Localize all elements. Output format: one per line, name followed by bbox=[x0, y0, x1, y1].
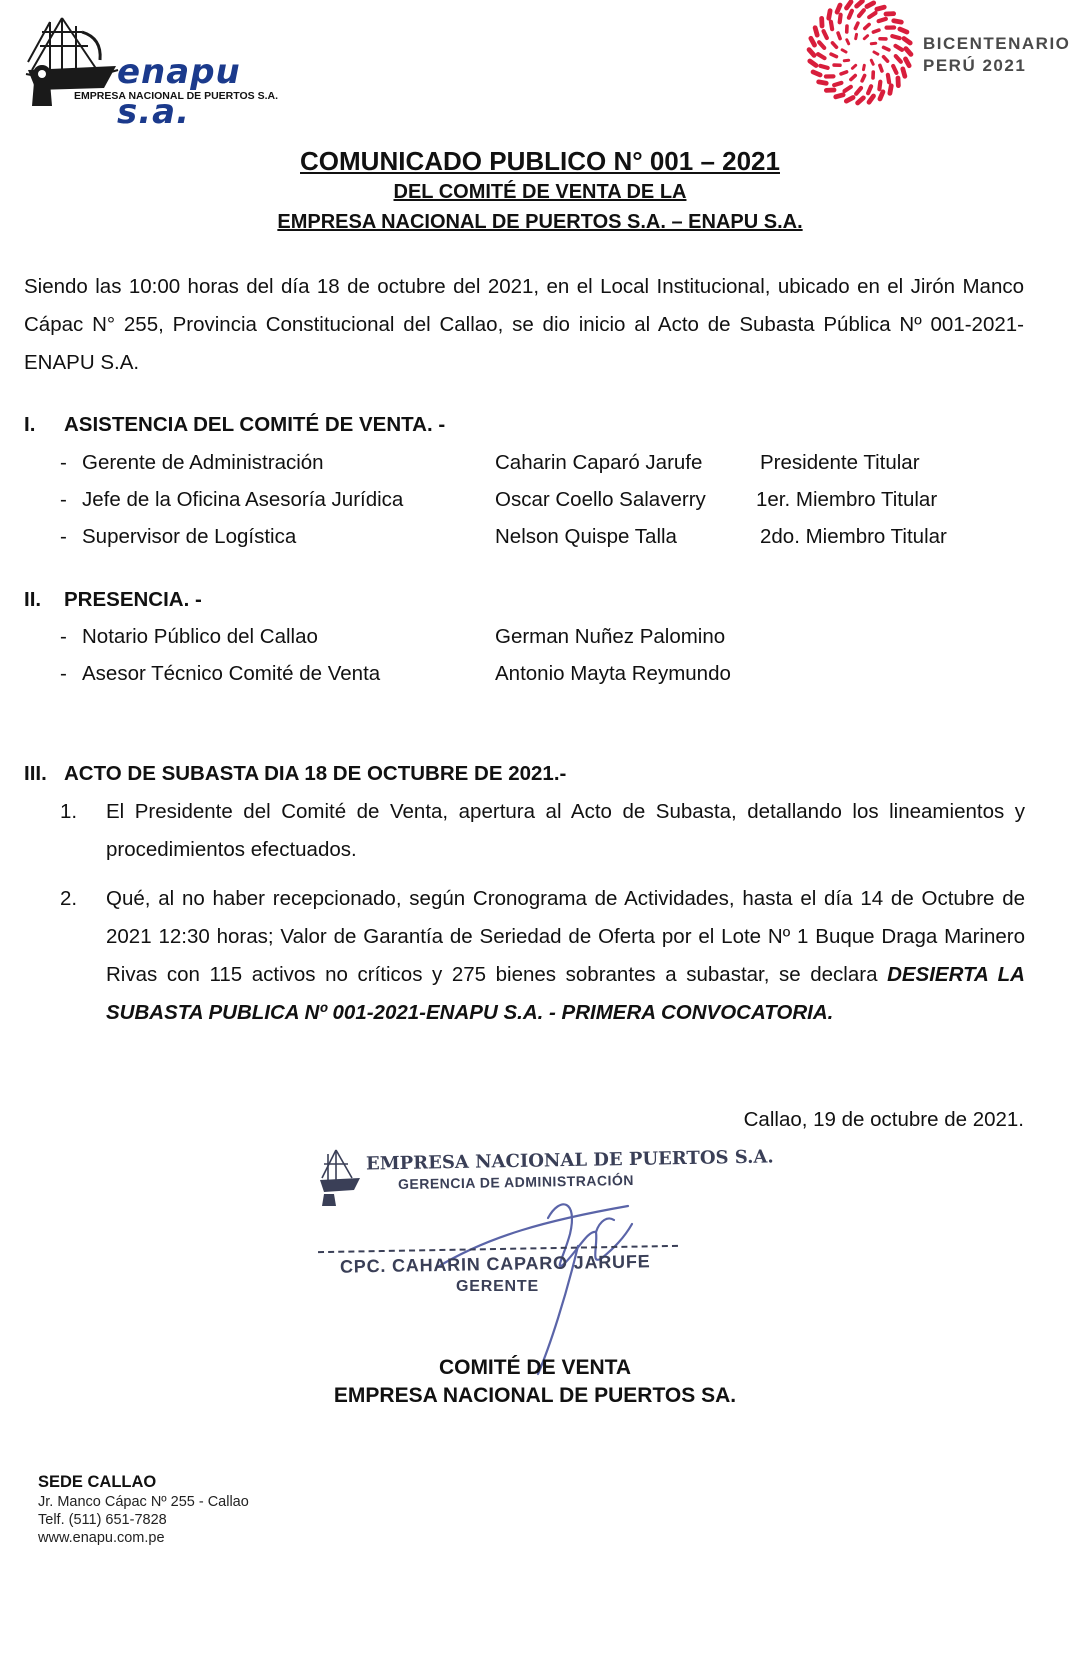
burst-stroke bbox=[869, 13, 875, 17]
attendee-role: Supervisor de Logística bbox=[82, 525, 297, 548]
document-title: COMUNICADO PUBLICO N° 001 – 2021 bbox=[300, 146, 780, 176]
burst-stroke bbox=[900, 29, 907, 32]
burst-stroke bbox=[873, 30, 879, 32]
burst-stroke bbox=[841, 72, 847, 74]
section-title: ASISTENCIA DEL COMITÉ DE VENTA. - bbox=[64, 413, 446, 436]
section-number: III. bbox=[24, 762, 47, 785]
burst-stroke bbox=[896, 56, 901, 62]
burst-stroke bbox=[865, 24, 869, 28]
burst-stroke bbox=[838, 33, 840, 39]
burst-stroke bbox=[867, 3, 874, 7]
burst-stroke bbox=[905, 59, 909, 66]
numbered-item bbox=[60, 880, 1025, 1070]
attendance-row bbox=[60, 451, 1020, 489]
burst-stroke bbox=[811, 38, 815, 45]
enapu-logo-subtitle: EMPRESA NACIONAL DE PUERTOS S.A. bbox=[74, 90, 279, 102]
footer-phone: Telf. (511) 651-7828 bbox=[38, 1512, 167, 1528]
section-heading-acto-subasta bbox=[24, 762, 566, 786]
document-subtitle-1: DEL COMITÉ DE VENTA DE LA bbox=[393, 181, 687, 203]
burst-stroke bbox=[815, 28, 817, 35]
burst-stroke bbox=[895, 46, 901, 50]
burst-stroke bbox=[842, 50, 846, 52]
burst-stroke bbox=[880, 65, 882, 71]
burst-stroke bbox=[864, 36, 867, 39]
burst-stroke bbox=[859, 10, 864, 16]
item-text bbox=[106, 880, 1025, 1032]
burst-stroke bbox=[871, 43, 875, 44]
burst-stroke bbox=[888, 75, 889, 82]
attendee-name: Oscar Coello Salaverry bbox=[495, 488, 706, 511]
bicentenario-burst-icon bbox=[805, 0, 915, 110]
numbered-item bbox=[60, 793, 1025, 869]
stamp-department: GERENCIA DE ADMINISTRACIÓN bbox=[397, 1171, 635, 1193]
burst-stroke bbox=[855, 23, 857, 28]
footer-website[interactable] bbox=[38, 1530, 165, 1546]
burst-stroke bbox=[852, 65, 855, 68]
footer-heading: SEDE CALLAO bbox=[38, 1473, 157, 1491]
burst-stroke bbox=[893, 66, 896, 73]
footer-website-link[interactable]: www.enapu.com.pe bbox=[38, 1530, 165, 1546]
attendee-role: Jefe de la Oficina Asesoría Jurídica bbox=[82, 488, 404, 511]
place-date: Callao, 19 de octubre de 2021. bbox=[743, 1108, 1024, 1131]
burst-stroke bbox=[831, 22, 832, 29]
footer-address: Jr. Manco Cápac Nº 255 - Callao bbox=[38, 1494, 249, 1510]
presence-row bbox=[60, 662, 1020, 700]
attendee-name: Nelson Quispe Talla bbox=[495, 525, 677, 548]
item-number: 2. bbox=[60, 887, 78, 910]
list-dash: - bbox=[60, 525, 67, 548]
stamp-company: EMPRESA NACIONAL DE PUERTOS S.A. bbox=[365, 1146, 774, 1175]
closing-company: EMPRESA NACIONAL DE PUERTOS SA. bbox=[333, 1384, 737, 1407]
section-number: I. bbox=[24, 413, 36, 436]
list-dash: - bbox=[60, 662, 67, 685]
official-stamp bbox=[318, 1146, 774, 1346]
burst-stroke bbox=[837, 5, 840, 12]
list-dash: - bbox=[60, 451, 67, 474]
burst-stroke bbox=[813, 72, 820, 75]
burst-stroke bbox=[847, 40, 849, 44]
burst-stroke bbox=[840, 15, 841, 23]
attendee-name: Caharin Caparó Jarufe bbox=[495, 451, 703, 474]
document-subtitle-2: EMPRESA NACIONAL DE PUERTOS S.A. – ENAPU S.A. bbox=[277, 211, 803, 233]
presence-role: Notario Público del Callao bbox=[82, 625, 318, 648]
enapu-wordmark: enapu s.a. bbox=[117, 52, 241, 132]
burst-stroke bbox=[903, 69, 905, 76]
burst-stroke bbox=[824, 31, 827, 38]
burst-stroke bbox=[847, 2, 851, 8]
section-heading-asistencia bbox=[24, 413, 445, 437]
burst-stroke bbox=[890, 86, 891, 94]
burst-stroke bbox=[894, 21, 902, 22]
burst-stroke bbox=[904, 39, 910, 43]
burst-stroke bbox=[874, 52, 878, 54]
attendee-position: 1er. Miembro Titular bbox=[756, 488, 938, 511]
item-text-plain: Qué, al no haber recepcionado, según Cronograma de Actividades, hasta el día 14 de Octubre de 2021 12:30 horas; Valor de Garantía de Seriedad de Oferta por el Lote Nº 1 Buque Draga Marinero Rivas con 115 activos no críticos y 275 bienes sobrantes a subastar, se declara bbox=[106, 887, 1025, 986]
burst-stroke bbox=[851, 76, 855, 80]
burst-stroke bbox=[879, 19, 886, 21]
stamp-ship-icon bbox=[318, 1146, 362, 1206]
burst-stroke bbox=[863, 65, 864, 69]
burst-stroke bbox=[832, 43, 836, 47]
burst-stroke bbox=[836, 95, 843, 97]
section-title: PRESENCIA. - bbox=[64, 588, 202, 611]
burst-stroke bbox=[818, 54, 824, 58]
burst-stroke bbox=[834, 83, 841, 85]
attendee-position: Presidente Titular bbox=[760, 451, 920, 474]
item-number: 1. bbox=[60, 800, 78, 823]
burst-stroke bbox=[868, 86, 871, 93]
stamp-signer-name: CPC. CAHARIN CAPARO JARUFE bbox=[339, 1251, 651, 1277]
item-text: El Presidente del Comité de Venta, apertura al Acto de Subasta, detallando los lineamientos y procedimientos efectuados. bbox=[106, 800, 1025, 861]
list-dash: - bbox=[60, 488, 67, 511]
burst-stroke bbox=[810, 61, 816, 65]
burst-stroke bbox=[846, 97, 853, 101]
burst-stroke bbox=[831, 54, 836, 56]
burst-stroke bbox=[849, 11, 852, 18]
presence-row bbox=[60, 625, 1020, 663]
burst-stroke bbox=[862, 76, 864, 81]
section-heading-presencia bbox=[24, 588, 202, 612]
burst-stroke bbox=[845, 87, 851, 91]
burst-stroke bbox=[829, 11, 830, 19]
burst-stroke bbox=[857, 1, 863, 6]
presence-name: German Nuñez Palomino bbox=[495, 625, 726, 648]
burst-stroke bbox=[906, 49, 911, 55]
enapu-logo bbox=[22, 12, 292, 132]
presence-role: Asesor Técnico Comité de Venta bbox=[82, 662, 381, 685]
burst-stroke bbox=[819, 82, 827, 83]
section-number: II. bbox=[24, 588, 42, 611]
burst-stroke bbox=[844, 60, 848, 61]
burst-stroke bbox=[880, 92, 883, 99]
burst-stroke bbox=[884, 47, 889, 49]
item-text-emphasis: DESIERTA LA SUBASTA PUBLICA Nº 001-2021-ENAPU S.A. - PRIMERA CONVOCATORIA. bbox=[106, 963, 1025, 1024]
burst-stroke bbox=[858, 98, 864, 103]
attendance-row bbox=[60, 525, 1020, 563]
burst-stroke bbox=[879, 82, 880, 90]
burst-stroke bbox=[820, 66, 827, 68]
intro-paragraph: Siendo las 10:00 horas del día 18 de octubre del 2021, en el Local Institucional, ubicado en el Jirón Manco Cápac N° 255, Provincia Constitucional del Callao, se dio inicio al Acto de Subasta Pública Nº 001-2021-ENAPU S.A. bbox=[24, 275, 1024, 374]
attendee-role: Gerente de Administración bbox=[82, 451, 324, 474]
closing-committee: COMITÉ DE VENTA bbox=[438, 1356, 632, 1379]
bicentenario-logo bbox=[805, 0, 1075, 110]
attendance-row bbox=[60, 488, 1020, 526]
burst-stroke bbox=[877, 7, 884, 9]
burst-stroke bbox=[809, 50, 814, 56]
list-dash: - bbox=[60, 625, 67, 648]
handwritten-signature bbox=[428, 1176, 688, 1376]
burst-stroke bbox=[871, 60, 873, 64]
bicentenario-title: BICENTENARIO bbox=[923, 34, 1071, 53]
attendee-position: 2do. Miembro Titular bbox=[760, 525, 947, 548]
burst-stroke bbox=[856, 34, 857, 38]
burst-stroke bbox=[884, 57, 888, 61]
bicentenario-year: PERÚ 2021 bbox=[923, 56, 1027, 75]
burst-stroke bbox=[819, 42, 824, 48]
burst-stroke bbox=[856, 88, 861, 94]
burst-stroke bbox=[892, 36, 899, 38]
burst-stroke bbox=[869, 96, 873, 102]
section-title: ACTO DE SUBASTA DIA 18 DE OCTUBRE DE 2021.- bbox=[64, 762, 567, 785]
stamp-signer-title: GERENTE bbox=[456, 1278, 539, 1295]
presence-name: Antonio Mayta Reymundo bbox=[495, 662, 731, 685]
